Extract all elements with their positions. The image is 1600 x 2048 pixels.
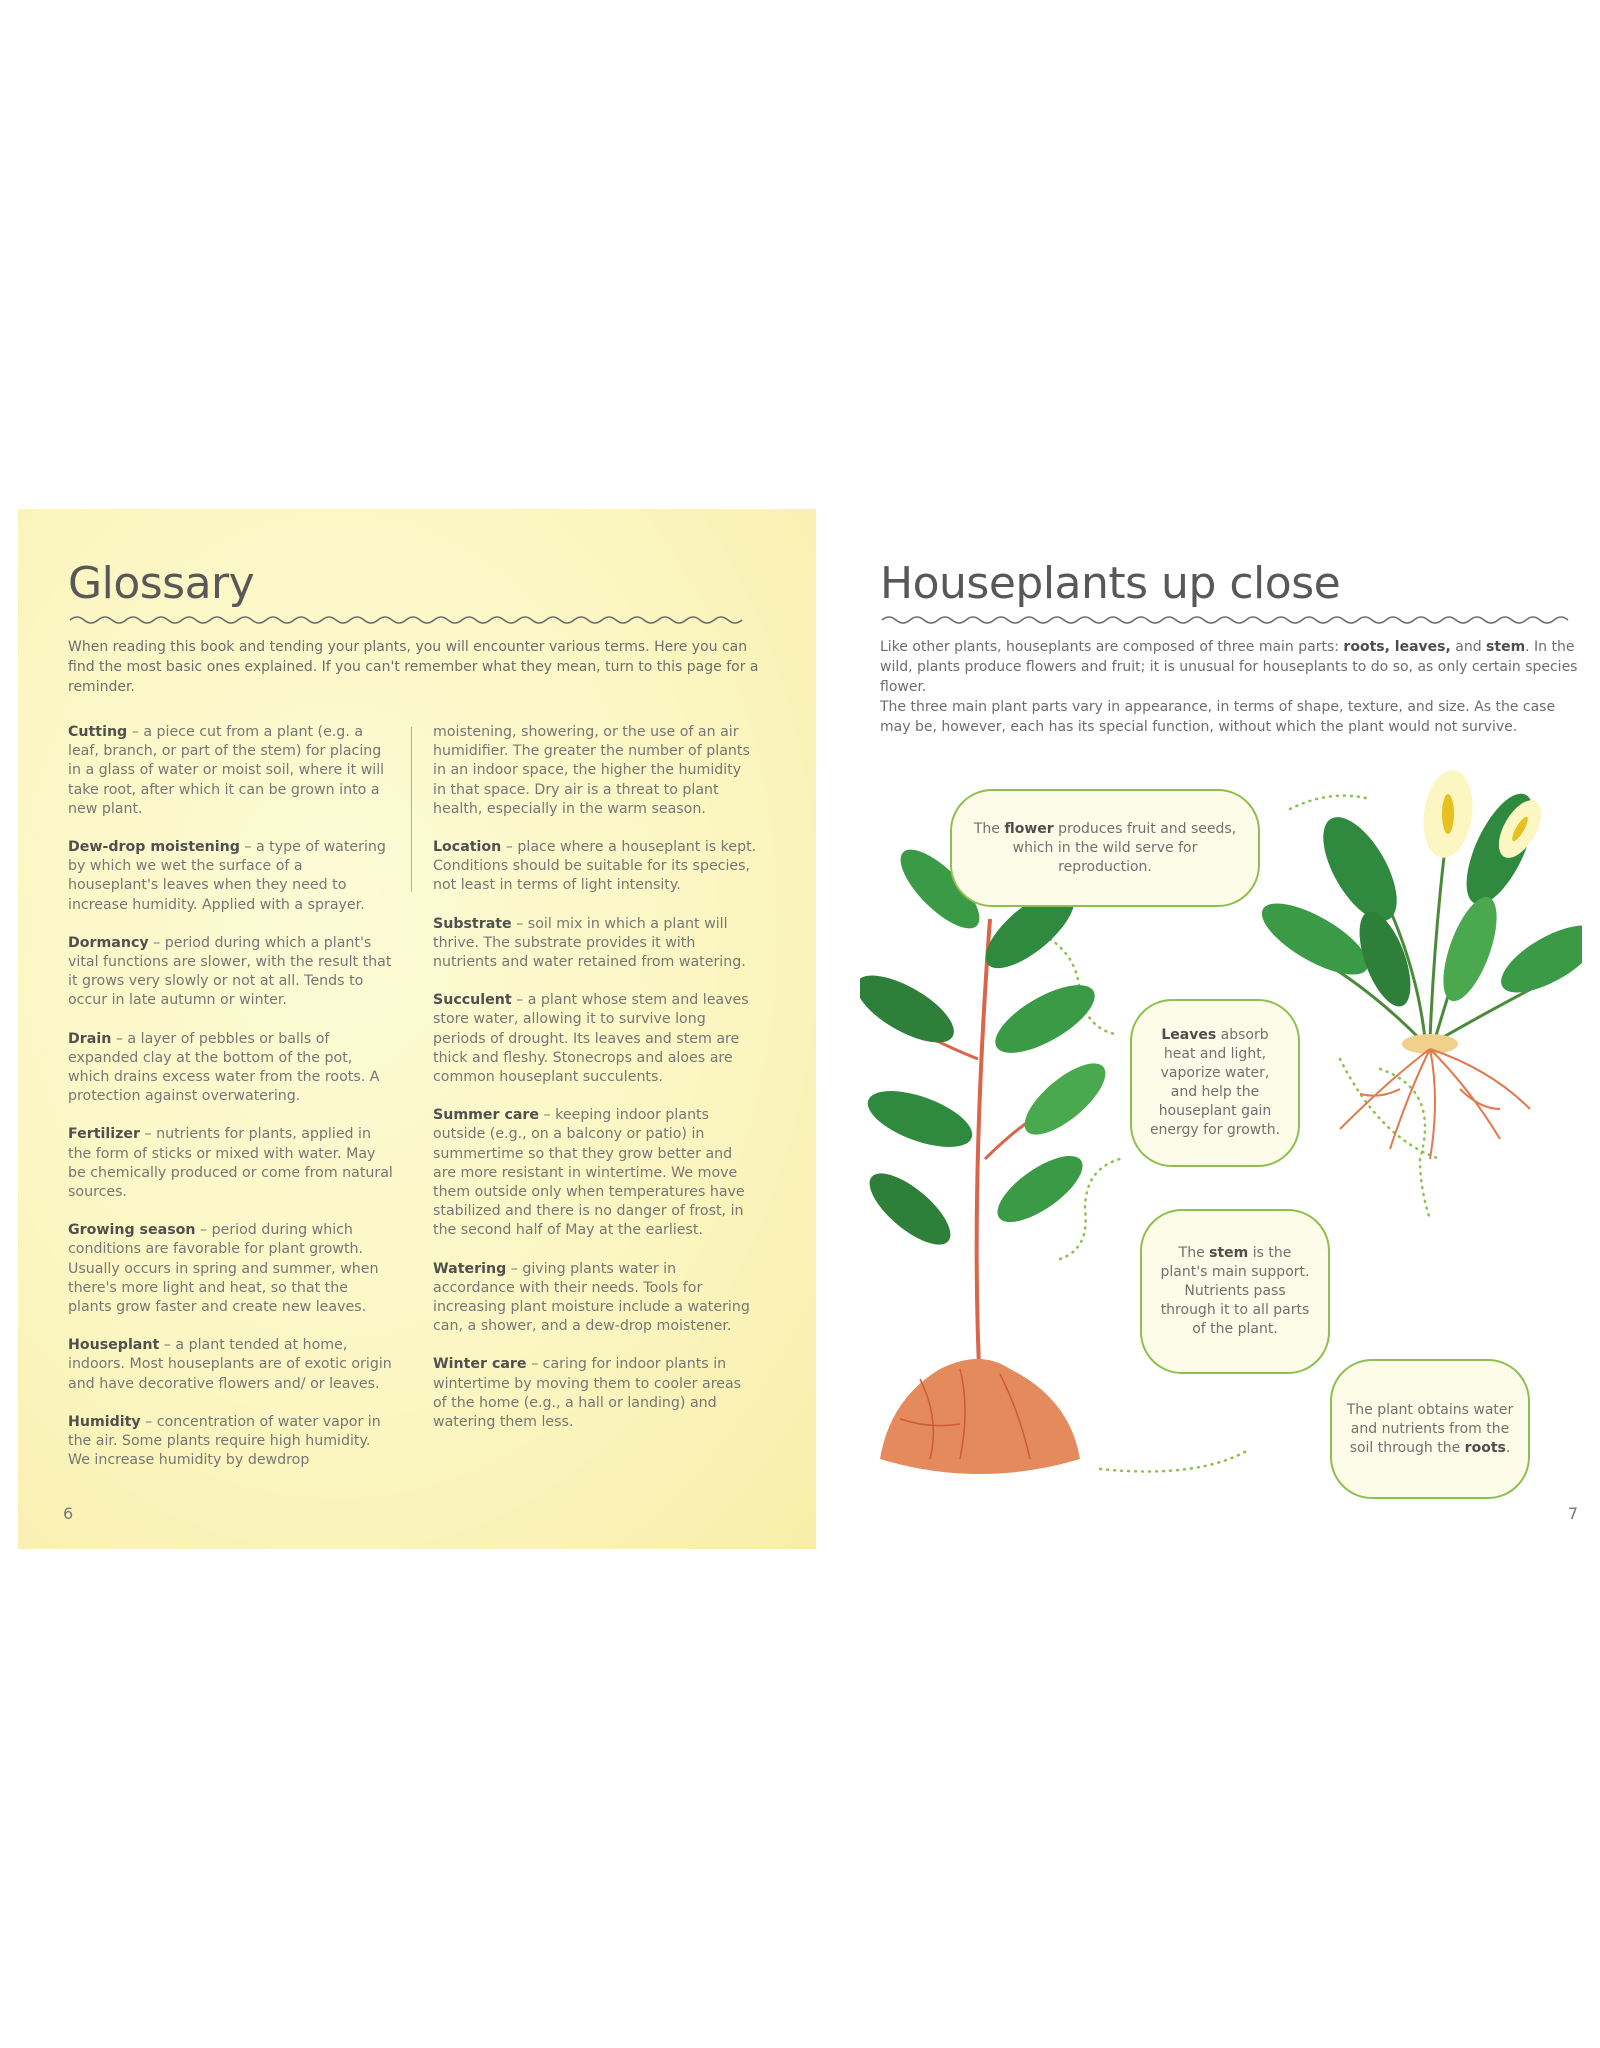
plant-diagram bbox=[860, 759, 1582, 1519]
page-number-right: 7 bbox=[1567, 1504, 1578, 1523]
glossary-entry-fertilizer: Fertilizer – nutrients for plants, applied in the form of sticks or mixed with water. May be chemically produced or come from natural sources. bbox=[68, 1126, 393, 1201]
glossary-entry-watering: Watering – giving plants water in accordance with their needs. Tools for increasing plant moisture include a watering can, a shower, and a dew-drop moistener. bbox=[433, 1260, 750, 1335]
peace-lily-icon bbox=[1252, 767, 1582, 1159]
glossary-entry-cutting: Cutting – a piece cut from a plant (e.g. a leaf, branch, or part of the stem) for placing in a glass of water or moist soil, where it will take root, after which it can be grown into a new plant. bbox=[68, 724, 385, 817]
wavy-divider bbox=[68, 613, 758, 627]
glossary-column-2 bbox=[433, 723, 758, 1490]
leaves-bubble: Leaves absorb heat and light, vaporize water, and help the houseplant gain energy for growth. bbox=[1130, 999, 1300, 1167]
glossary-entry-winter-care: Winter care – caring for indoor plants in wintertime by moving them to cooler areas of the home (e.g., a hall or landing) and watering them less. bbox=[433, 1356, 742, 1431]
glossary-columns bbox=[68, 723, 768, 1490]
houseplants-intro-2: The three main plant parts vary in appearance, in terms of shape, texture, and size. As the case may be, however, each has its special function, without which the plant would not survive. bbox=[880, 699, 1556, 735]
column-divider bbox=[411, 727, 412, 892]
glossary-entry-humidity-cont: moistening, showering, or the use of an air humidifier. The greater the number of plants in an indoor space, the higher the humidity in that space. Dry air is a threat to plant health, especially in the warm season. bbox=[433, 724, 750, 817]
page-number-left: 6 bbox=[63, 1504, 74, 1523]
houseplants-intro-1: Like other plants, houseplants are composed of three main parts: roots, leaves, and stem. In the wild, plants produce flowers and fruit; it is unusual for houseplants to do so, as only certain species flower. bbox=[880, 639, 1578, 695]
glossary-intro: When reading this book and tending your plants, you will encounter various terms. Here you can find the most basic ones explained. If you can't remember what they mean, turn to this page for a reminder. bbox=[68, 639, 759, 695]
glossary-entry-dormancy: Dormancy – period during which a plant's vital functions are slower, with the result that it grows very slowly or not at all. Tends to occur in late autumn or winter. bbox=[68, 934, 392, 1009]
right-page bbox=[860, 509, 1582, 1549]
glossary-entry-drain: Drain – a layer of pebbles or balls of expanded clay at the bottom of the pot, which drains excess water from the roots. A protection against overwatering. bbox=[68, 1030, 380, 1105]
glossary-entry-summer-care: Summer care – keeping indoor plants outside (e.g., on a balcony or patio) in summertime so that they grow better and are more resistant in wintertime. We move them outside only when temperatures have stabilized and there is no danger of frost, in the second half of May at the earliest. bbox=[433, 1107, 745, 1239]
glossary-entry-growing-season: Growing season – period during which conditions are favorable for plant growth. Usually occurs in spring and summer, when there's more light and heat, so that the plants grow faster and create new leaves. bbox=[68, 1222, 379, 1316]
houseplants-title: Houseplants up close bbox=[880, 558, 1341, 609]
glossary-entry-location: Location – place where a houseplant is kept. Conditions should be suitable for its species, not least in terms of light intensity. bbox=[433, 839, 757, 894]
glossary-entry-succulent: Succulent – a plant whose stem and leaves store water, allowing it to survive long periods of drought. Its leaves and stem are thick and fleshy. Stonecrops and aloes are common houseplant succulents. bbox=[433, 992, 749, 1086]
glossary-entry-substrate: Substrate – soil mix in which a plant will thrive. The substrate provides it with nutrients and water retained from watering. bbox=[433, 915, 746, 971]
flower-bubble: The flower produces fruit and seeds, which in the wild serve for reproduction. bbox=[950, 789, 1260, 907]
wavy-divider bbox=[880, 613, 1580, 627]
left-page bbox=[18, 509, 816, 1549]
stem-bubble: The stem is the plant's main support. Nutrients pass through it to all parts of the plant. bbox=[1140, 1209, 1330, 1374]
glossary-column-1 bbox=[68, 723, 393, 1490]
glossary-entry-dew-drop: Dew-drop moistening – a type of watering by which we wet the surface of a houseplant's leaves when they need to increase humidity. Applied with a sprayer. bbox=[68, 839, 386, 913]
roots-bubble: The plant obtains water and nutrients from the soil through the roots. bbox=[1330, 1359, 1530, 1499]
glossary-entry-humidity: Humidity – concentration of water vapor in the air. Some plants require high humidity. We increase humidity by dewdrop bbox=[68, 1413, 381, 1469]
glossary-entry-houseplant: Houseplant – a plant tended at home, indoors. Most houseplants are of exotic origin and have decorative flowers and/ or leaves. bbox=[68, 1337, 392, 1392]
glossary-title: Glossary bbox=[68, 558, 255, 609]
